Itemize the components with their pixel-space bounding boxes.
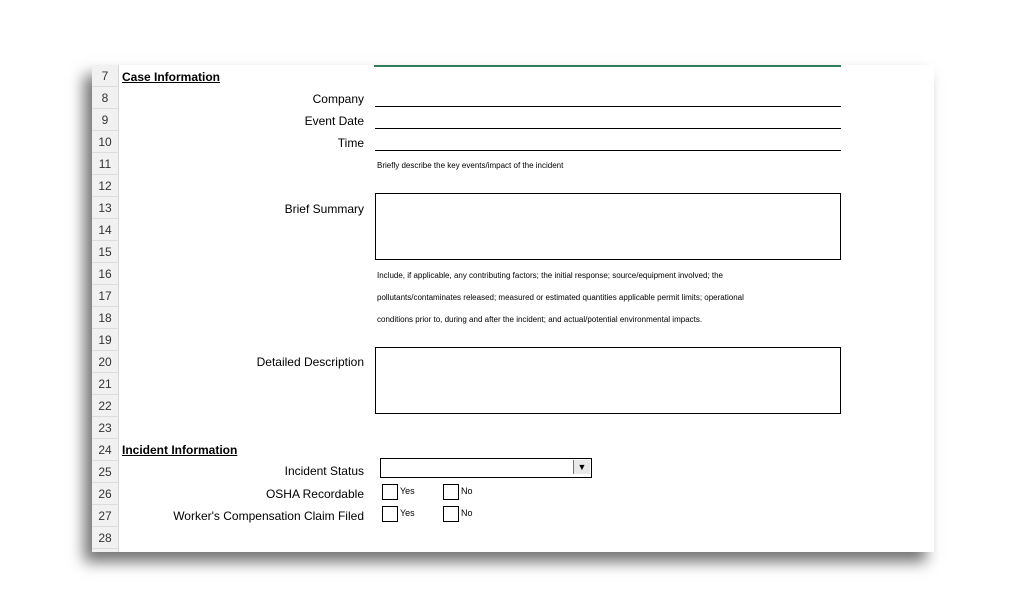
- workers-comp-no-label: No: [461, 508, 473, 518]
- spreadsheet-form: [92, 65, 934, 552]
- row-number[interactable]: 12: [92, 175, 118, 197]
- workers-comp-no-checkbox[interactable]: [443, 506, 459, 522]
- incident-status-label: Incident Status: [284, 464, 364, 478]
- row-number[interactable]: 18: [92, 307, 118, 329]
- row-number[interactable]: 20: [92, 351, 118, 373]
- row-number[interactable]: 24: [92, 439, 118, 461]
- workers-comp-yes-checkbox[interactable]: [382, 506, 398, 522]
- row-number[interactable]: 9: [92, 109, 118, 131]
- row-number[interactable]: 17: [92, 285, 118, 307]
- workers-comp-yes-label: Yes: [400, 508, 415, 518]
- row-number[interactable]: 26: [92, 483, 118, 505]
- detailed-description-textbox[interactable]: [375, 347, 841, 414]
- row-header-column: [92, 65, 119, 552]
- detailed-description-label: Detailed Description: [256, 355, 364, 369]
- incident-status-dropdown[interactable]: [380, 458, 592, 478]
- case-information-heading: Case Information: [122, 70, 221, 84]
- row-number[interactable]: 19: [92, 329, 118, 351]
- company-input[interactable]: [375, 92, 841, 107]
- summary-hint: Briefly describe the key events/impact of the incident: [377, 161, 564, 170]
- row-number[interactable]: 11: [92, 153, 118, 175]
- brief-summary-textbox[interactable]: [375, 193, 841, 260]
- row-number[interactable]: 16: [92, 263, 118, 285]
- row-number[interactable]: 23: [92, 417, 118, 439]
- row-number[interactable]: 7: [92, 65, 118, 87]
- osha-no-label: No: [461, 486, 473, 496]
- time-input[interactable]: [375, 136, 841, 151]
- row-number[interactable]: 13: [92, 197, 118, 219]
- time-label: Time: [337, 136, 364, 150]
- description-hint-line: conditions prior to, during and after the incident; and actual/potential environmental impacts.: [377, 315, 703, 324]
- description-hint-line: pollutants/contaminates released; measured or estimated quantities applicable permit limits; operational: [377, 293, 744, 302]
- osha-yes-label: Yes: [400, 486, 415, 496]
- chevron-down-icon[interactable]: ▼: [573, 460, 590, 474]
- event-date-input[interactable]: [375, 114, 841, 129]
- row-number[interactable]: 8: [92, 87, 118, 109]
- osha-no-checkbox[interactable]: [443, 484, 459, 500]
- row-number[interactable]: 22: [92, 395, 118, 417]
- osha-recordable-label: OSHA Recordable: [265, 487, 364, 501]
- description-hint-line: Include, if applicable, any contributing factors; the initial response; source/equipment involved; the: [377, 271, 723, 280]
- company-label: Company: [312, 92, 364, 106]
- osha-yes-checkbox[interactable]: [382, 484, 398, 500]
- row-number[interactable]: 28: [92, 527, 118, 549]
- row-number[interactable]: 14: [92, 219, 118, 241]
- cell-border-accent: [374, 65, 841, 67]
- row-number[interactable]: 21: [92, 373, 118, 395]
- event-date-label: Event Date: [304, 114, 364, 128]
- workers-comp-label: Worker's Compensation Claim Filed: [173, 509, 364, 523]
- row-number[interactable]: 27: [92, 505, 118, 527]
- row-number[interactable]: 25: [92, 461, 118, 483]
- row-number[interactable]: 15: [92, 241, 118, 263]
- brief-summary-label: Brief Summary: [284, 202, 364, 216]
- row-number[interactable]: 10: [92, 131, 118, 153]
- incident-information-heading: Incident Information: [122, 443, 238, 457]
